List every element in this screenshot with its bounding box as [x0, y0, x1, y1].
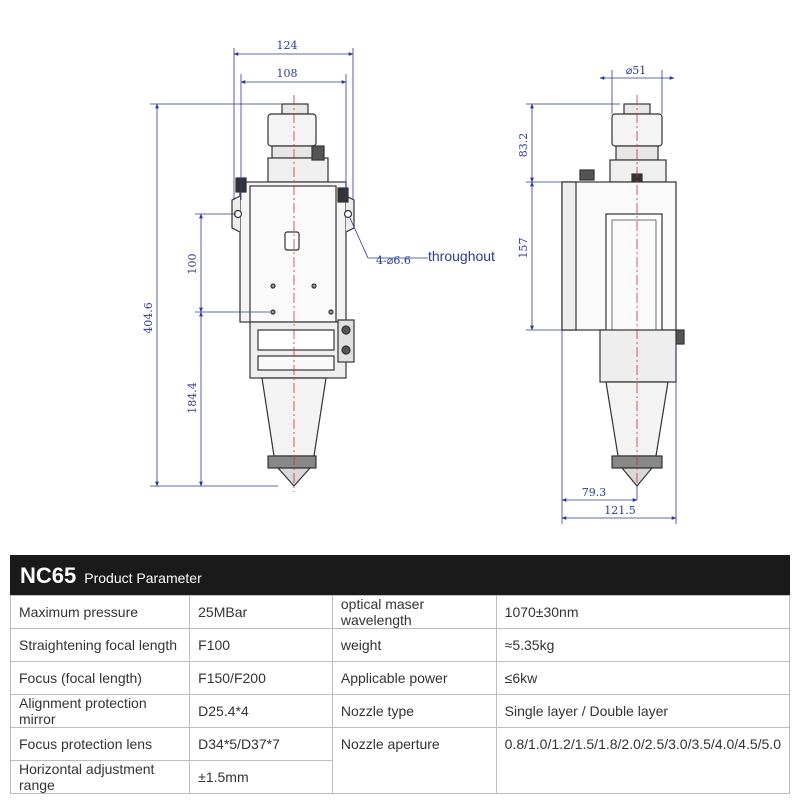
param-value: ≤6kw — [496, 662, 789, 695]
dim-front-124: 124 — [276, 39, 298, 52]
dim-front-404-6: 404.6 — [142, 302, 155, 334]
param-value: D25.4*4 — [190, 695, 333, 728]
param-value: D34*5/D37*7 — [190, 728, 333, 761]
param-label: Focus protection lens — [11, 728, 190, 761]
param-value: F100 — [190, 629, 333, 662]
side-view — [562, 104, 684, 486]
param-label: Straightening focal length — [11, 629, 190, 662]
param-value: 1070±30nm — [496, 596, 789, 629]
dim-front-184-4: 184.4 — [186, 382, 199, 414]
param-label: Nozzle aperture — [332, 728, 496, 794]
param-label: Horizontal adjustment range — [11, 761, 190, 794]
param-value: 0.8/1.0/1.2/1.5/1.8/2.0/2.5/3.0/3.5/4.0/4.5/5.0 — [496, 728, 789, 794]
parameter-table — [10, 595, 790, 794]
dim-side-d51: ⌀51 — [625, 64, 647, 77]
table-row — [11, 695, 790, 728]
param-label: optical maser wavelength — [332, 596, 496, 629]
param-label: Maximum pressure — [11, 596, 190, 629]
param-label: Alignment protection mirror — [11, 695, 190, 728]
front-view — [232, 104, 354, 486]
param-label: weight — [332, 629, 496, 662]
product-model: NC65 — [20, 563, 77, 588]
dim-front-100: 100 — [186, 253, 199, 275]
dim-side-83-2: 83.2 — [517, 132, 530, 158]
table-row — [11, 596, 790, 629]
table-row — [11, 629, 790, 662]
hole-note: 4-⌀6.6 — [376, 254, 411, 267]
dim-side-157: 157 — [517, 237, 530, 259]
param-value: ±1.5mm — [190, 761, 333, 794]
param-value: 25MBar — [190, 596, 333, 629]
param-label: Nozzle type — [332, 695, 496, 728]
param-value: ≈5.35kg — [496, 629, 789, 662]
dim-side-79-3: 79.3 — [581, 486, 607, 499]
table-row — [11, 728, 790, 761]
dim-side-121-5: 121.5 — [604, 504, 636, 517]
param-value: F150/F200 — [190, 662, 333, 695]
product-title: Product Parameter — [84, 570, 202, 586]
param-label: Focus (focal length) — [11, 662, 190, 695]
param-value: Single layer / Double layer — [496, 695, 789, 728]
dim-front-108: 108 — [276, 67, 298, 80]
table-row — [11, 662, 790, 695]
hole-note-suffix: throughout — [428, 248, 495, 264]
param-label: Applicable power — [332, 662, 496, 695]
product-header — [10, 555, 790, 595]
